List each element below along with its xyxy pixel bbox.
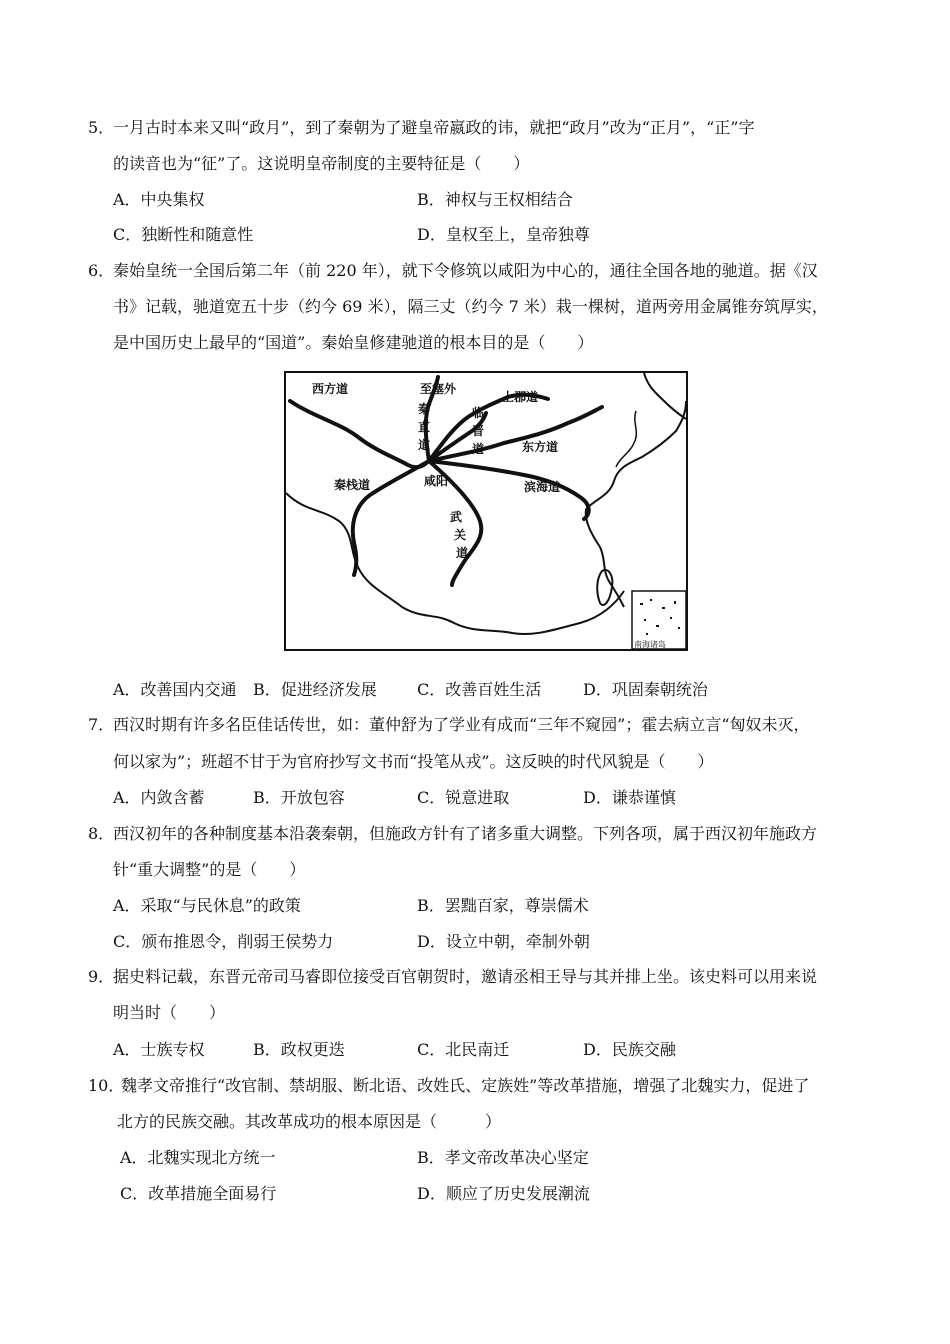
q9-option-a: A．士族专权	[113, 1040, 205, 1059]
label-dao3: 道	[456, 546, 469, 560]
q5-option-d: D．皇权至上，皇帝独尊	[417, 225, 590, 244]
qin-roads-map	[284, 371, 688, 651]
q5-option-b: B．神权与王权相结合	[417, 190, 573, 209]
q7-option-a: A．内敛含蓄	[113, 788, 205, 807]
q5-stem-line2: 的读音也为“征”了。这说明皇帝制度的主要特征是（ ）	[113, 154, 530, 173]
label-xifang: 西方道	[312, 382, 349, 396]
q10-stem-line1: 魏孝文帝推行“改官制、禁胡服、断北语、改姓氏、定族姓”等改革措施，增强了北魏实力，促进了	[121, 1076, 810, 1095]
q6-option-d: D．巩固秦朝统治	[583, 680, 708, 699]
q6-option-a: A．改善国内交通	[113, 680, 237, 699]
q7-number: 7．	[88, 715, 115, 734]
q6-stem-line1: 秦始皇统一全国后第二年（前 220 年），就下令修筑以咸阳为中心的，通往全国各地的驰道。据《汉	[113, 261, 818, 280]
label-dao2: 道	[472, 442, 485, 456]
q9-option-c: C．北民南迁	[417, 1040, 510, 1059]
label-lin: 临	[472, 406, 485, 420]
q9-stem-line2: 明当时（ ）	[113, 1003, 226, 1022]
q7-option-c: C．锐意进取	[417, 788, 510, 807]
q6-number: 6．	[88, 261, 115, 280]
label-nanhai: 南海诸岛	[634, 640, 666, 649]
q7-option-d: D．谦恭谨慎	[583, 788, 676, 807]
q6-stem-line3: 是中国历史上最早的“国道”。秦始皇修建驰道的根本目的是（ ）	[113, 333, 594, 352]
q9-option-d: D．民族交融	[583, 1040, 676, 1059]
label-zhi: 直	[418, 420, 431, 434]
q7-stem-line1: 西汉时期有许多名臣佳话传世，如：董仲舒为了学业有成而“三年不窥园”；霍去病立言“匈奴未灭，	[113, 715, 810, 734]
q7-option-b: B．开放包容	[253, 788, 345, 807]
q5-option-c: C．独断性和随意性	[113, 225, 254, 244]
label-qinzhan: 秦栈道	[334, 478, 371, 492]
q10-number: 10．	[88, 1076, 125, 1095]
label-qin: 秦	[418, 402, 431, 416]
label-guan: 关	[454, 528, 467, 542]
q6-option-c: C．改善百姓生活	[417, 680, 542, 699]
q6-stem-line2: 书》记载，驰道宽五十步（约今 69 米），隔三丈（约今 7 米）栽一棵树，道两旁用金属锥夯筑厚实，	[113, 297, 828, 316]
q9-number: 9．	[88, 967, 115, 986]
q7-stem-line2: 何以家为”；班超不甘于为官府抄写文书而“投笔从戎”。这反映的时代风貌是（ ）	[113, 752, 714, 771]
q10-option-b: B．孝文帝改革决心坚定	[417, 1148, 589, 1167]
q8-stem-line1: 西汉初年的各种制度基本沿袭秦朝，但施政方针有了诸多重大调整。下列各项，属于西汉初年施政方	[113, 824, 818, 843]
q8-stem-line2: 针“重大调整”的是（ ）	[113, 860, 306, 879]
label-zhisaiwai: 至塞外	[420, 382, 457, 396]
q10-option-d: D．顺应了历史发展潮流	[417, 1184, 590, 1203]
label-xianyang: 咸阳	[424, 474, 449, 488]
q8-option-b: B．罢黜百家，尊崇儒术	[417, 896, 589, 915]
label-wu: 武	[450, 510, 463, 524]
q8-number: 8．	[88, 824, 115, 843]
label-jin: 晋	[472, 424, 485, 438]
q6-option-b: B．促进经济发展	[253, 680, 377, 699]
q10-option-a: A．北魏实现北方统一	[120, 1148, 276, 1167]
label-binhai: 滨海道	[524, 480, 561, 494]
label-dao1: 道	[418, 438, 431, 452]
q10-option-c: C．改革措施全面易行	[120, 1184, 277, 1203]
q10-stem-line2: 北方的民族交融。其改革成功的根本原因是（ ）	[117, 1112, 502, 1131]
q5-stem-line1: 一月古时本来又叫“政月”，到了秦朝为了避皇帝嬴政的讳，就把“政月”改为“正月”，“正”字	[113, 118, 755, 137]
q8-option-d: D．设立中朝，牵制外朝	[417, 932, 590, 951]
label-dongfang: 东方道	[522, 440, 559, 454]
map-graphic	[284, 371, 688, 651]
q9-option-b: B．政权更迭	[253, 1040, 345, 1059]
q8-option-c: C．颁布推恩令，削弱王侯势力	[113, 932, 334, 951]
q9-stem-line1: 据史料记载，东晋元帝司马睿即位接受百官朝贺时，邀请丞相王导与其并排上坐。该史料可以用来说	[113, 967, 818, 986]
q8-option-a: A．采取“与民休息”的政策	[113, 896, 301, 915]
q5-option-a: A．中央集权	[113, 190, 205, 209]
q5-number: 5．	[88, 118, 115, 137]
label-shangjun: 上郡道	[502, 390, 539, 404]
